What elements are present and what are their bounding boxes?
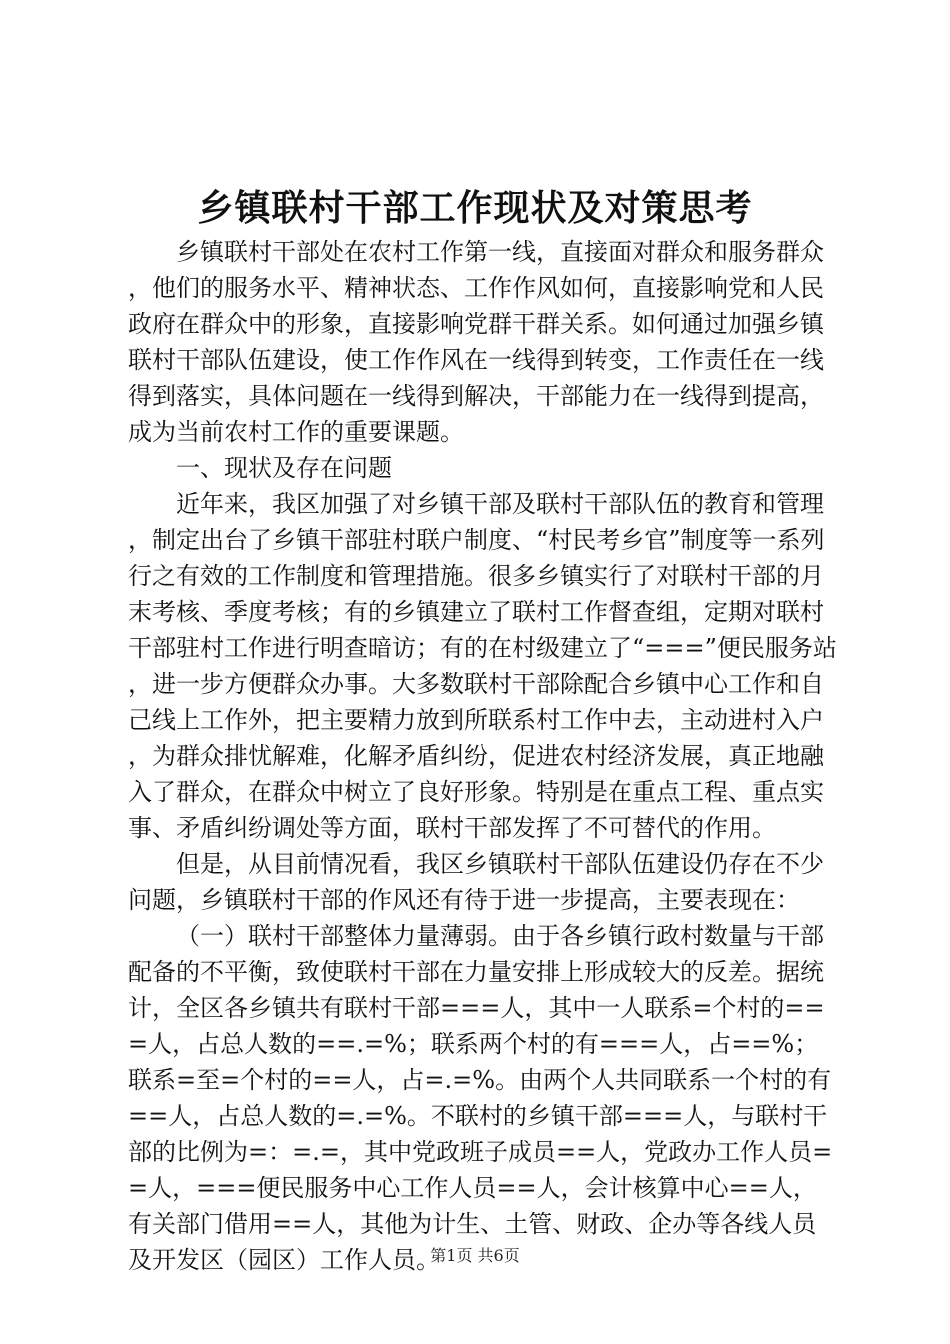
paragraph-intro: 乡镇联村干部处在农村工作第一线，直接面对群众和服务群众，他们的服务水平、精神状态、工作作风如何，直接影响党和人民政府在群众中的形象，直接影响党群干群关系。如何通过加强乡镇联村干部队伍建设，使工作作风在一线得到转变，工作责任在一线得到落实，具体问题在一线得到解决，干部能力在一线得到提高，成为当前农村工作的重要课题。	[128, 238, 824, 446]
paragraph-problem-one: （一）联村干部整体力量薄弱。由于各乡镇行政村数量与干部配备的不平衡，致使联村干部在力量安排上形成较大的反差。据统计，全区各乡镇共有联村干部===人，其中一人联系=个村的===人，占总人数的==.=%；联系两个村的有===人，占==%；联系=至=个村的==人，占=.=%。由两个人共同联系一个村的有==人，占总人数的=.=%。不联村的乡镇干部===人，与联村干部的比例为=：=.=，其中党政班子成员==人，党政办工作人员==人，===便民服务中心工作人员==人，会计核算中心==人，有关部门借用==人，其他为计生、土管、财政、企办等各线人员及开发区（园区）工作人员。	[128, 922, 833, 1274]
section-heading: 一、现状及存在问题	[176, 454, 392, 482]
document-title: 乡镇联村干部工作现状及对策思考	[197, 187, 753, 229]
page-footer: 第1页 共6页	[430, 1246, 520, 1265]
paragraph-problems-intro: 但是，从目前情况看，我区乡镇联村干部队伍建设仍存在不少问题，乡镇联村干部的作风还有待于进一步提高，主要表现在：	[128, 850, 824, 914]
document-body	[128, 234, 840, 1278]
paragraph-current-status: 近年来，我区加强了对乡镇干部及联村干部队伍的教育和管理，制定出台了乡镇干部驻村联户制度、“村民考乡官”制度等一系列行之有效的工作制度和管理措施。很多乡镇实行了对联村干部的月末考核、季度考核；有的乡镇建立了联村工作督查组，定期对联村干部驻村工作进行明查暗访；有的在村级建立了“===”便民服务站，进一步方便群众办事。大多数联村干部除配合乡镇中心工作和自己线上工作外，把主要精力放到所联系村工作中去，主动进村入户，为群众排忧解难，化解矛盾纠纷，促进农村经济发展，真正地融入了群众，在群众中树立了良好形象。特别是在重点工程、重点实事、矛盾纠纷调处等方面，联村干部发挥了不可替代的作用。	[128, 490, 837, 842]
